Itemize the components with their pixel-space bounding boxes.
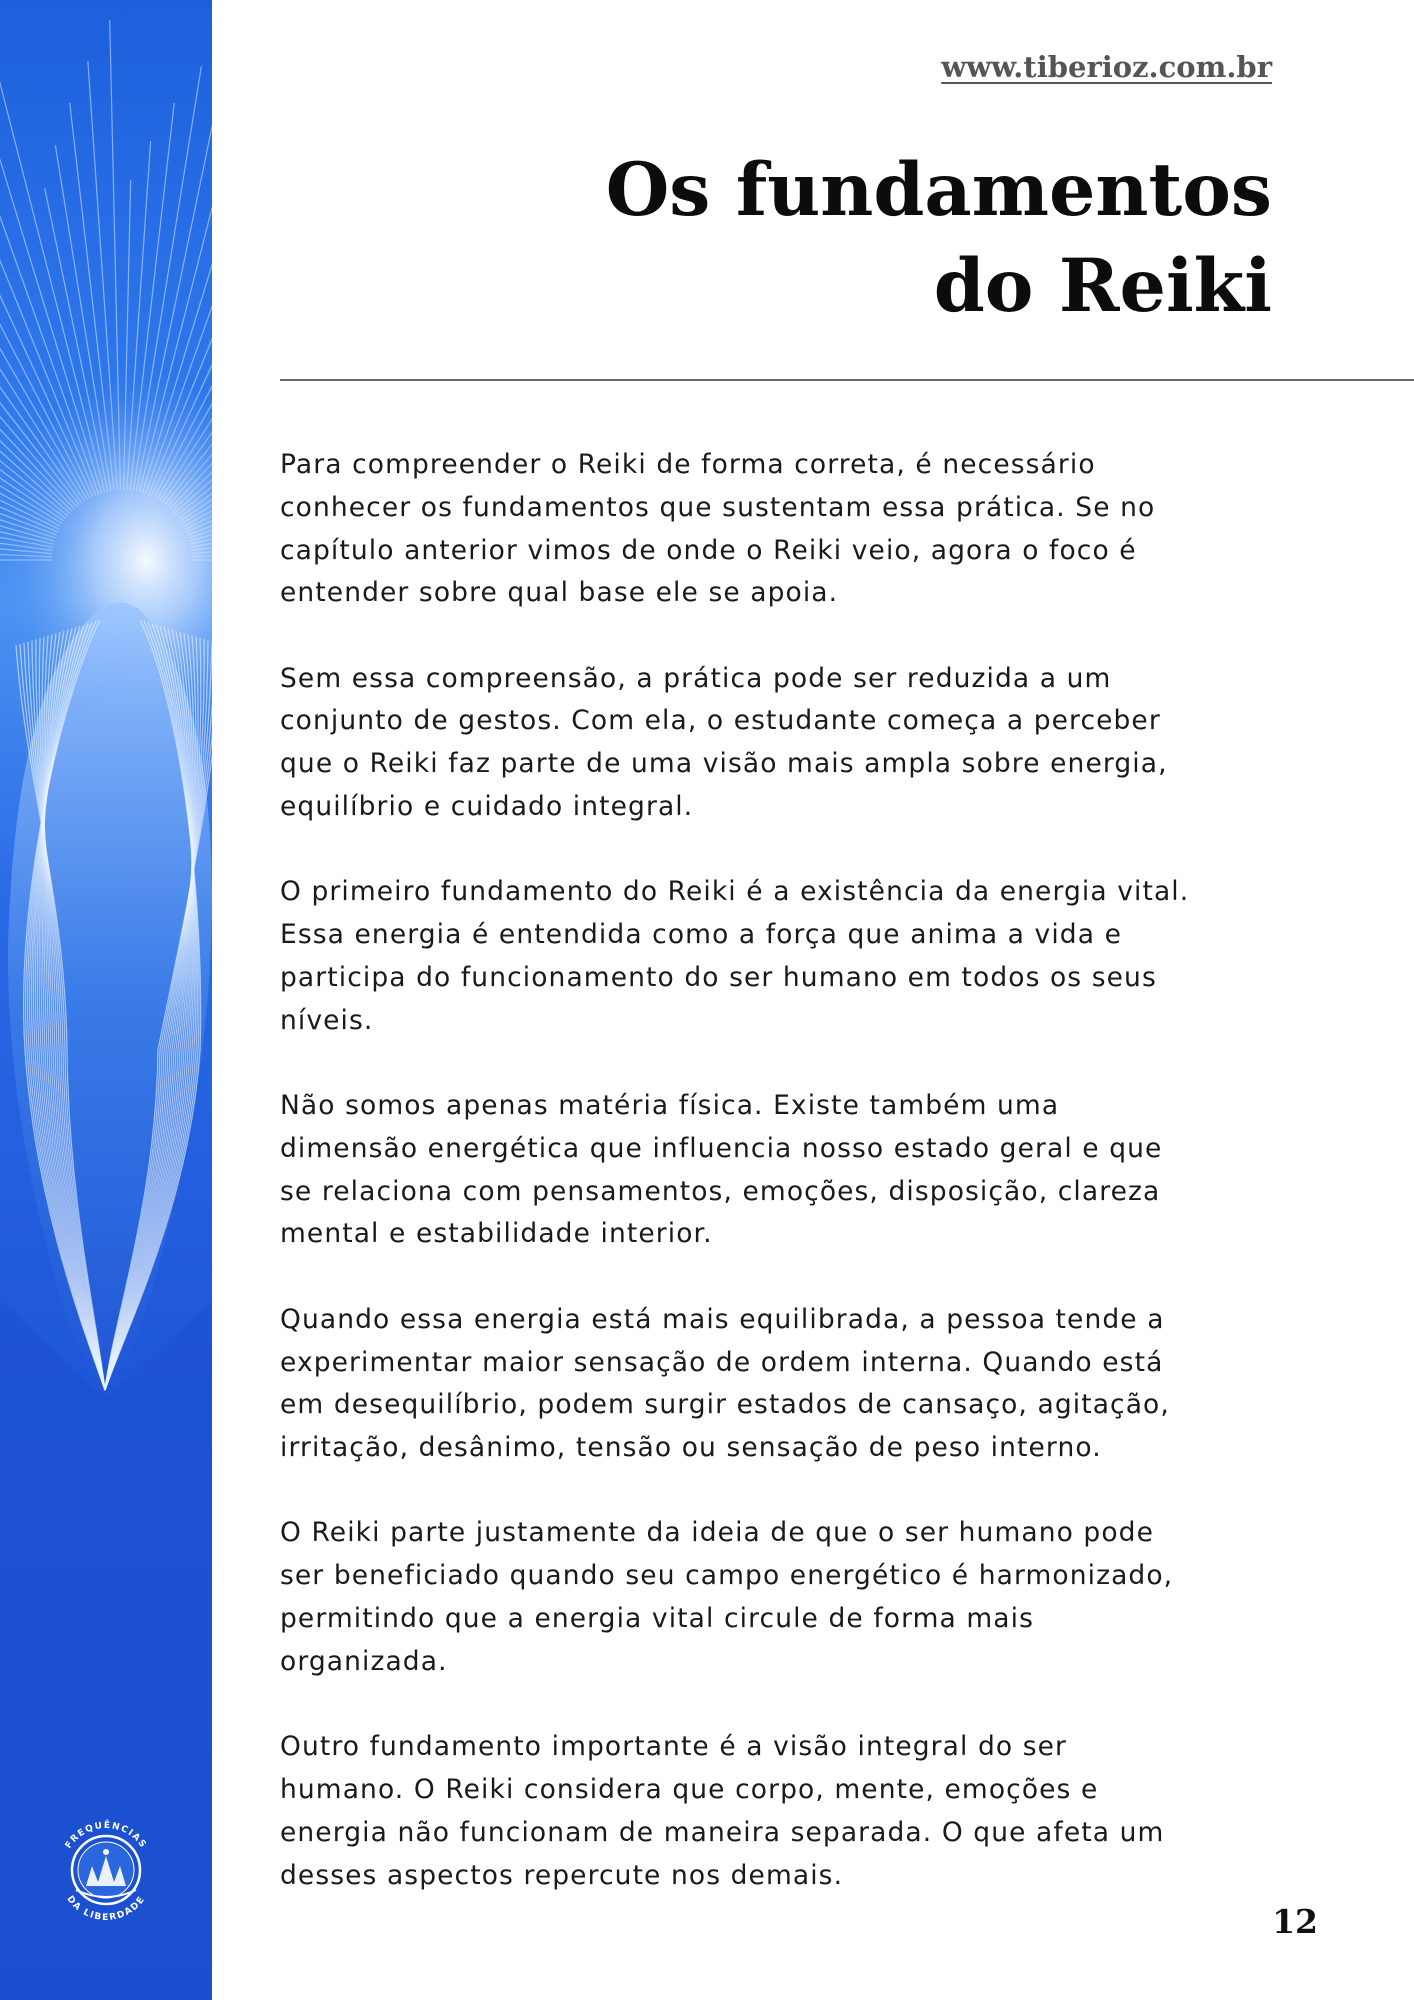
frequencias-logo <box>46 1808 166 1928</box>
paragraph-line: Quando essa energia está mais equilibrada, a pessoa tende a <box>280 1303 1165 1335</box>
paragraph-line: capítulo anterior vimos de onde o Reiki veio, agora o foco é <box>280 534 1137 566</box>
paragraph-line: Outro fundamento importante é a visão integral do ser <box>280 1731 1068 1763</box>
website-link[interactable]: www.tiberioz.com.br <box>941 50 1272 84</box>
paragraph-line: organizada. <box>280 1645 448 1677</box>
logo-text-top: FREQUÊNCIAS <box>63 1820 149 1851</box>
body-paragraph <box>280 658 1280 829</box>
paragraph-line: O primeiro fundamento do Reiki é a existência da energia vital. <box>280 876 1190 908</box>
paragraph-line: entender sobre qual base ele se apoia. <box>280 577 839 609</box>
page-number: 12 <box>1272 1902 1318 1941</box>
body-paragraph <box>280 871 1280 1042</box>
paragraph-line: que o Reiki faz parte de uma visão mais ampla sobre energia, <box>280 748 1168 780</box>
body-paragraph <box>280 1299 1280 1470</box>
paragraph-line: Não somos apenas matéria física. Existe também uma <box>280 1090 1060 1122</box>
body-paragraph <box>280 444 1280 615</box>
body-paragraph <box>280 1085 1280 1256</box>
title-line: do Reiki <box>933 243 1272 329</box>
body-paragraph <box>280 1512 1280 1683</box>
paragraph-line: Para compreender o Reiki de forma correta, é necessário <box>280 449 1096 480</box>
paragraph-line: energia não funcionam de maneira separada. O que afeta um <box>280 1816 1165 1848</box>
sidebar-artwork <box>0 0 212 2000</box>
paragraph-line: se relaciona com pensamentos, emoções, disposição, clareza <box>280 1175 1161 1207</box>
paragraph-line: participa do funcionamento do ser humano em todos os seus <box>280 961 1157 993</box>
paragraph-line: mental e estabilidade interior. <box>280 1218 713 1250</box>
paragraph-line: Sem essa compreensão, a prática pode ser reduzida a um <box>280 662 1112 694</box>
paragraph-line: permitindo que a energia vital circule de forma mais <box>280 1603 1035 1635</box>
body-text <box>280 444 1280 1940</box>
paragraph-line: equilíbrio e cuidado integral. <box>280 791 694 823</box>
praying-hands-illustration <box>0 0 212 2000</box>
paragraph-line: O Reiki parte justamente da ideia de que o ser humano pode <box>280 1517 1154 1549</box>
paragraph-line: níveis. <box>280 1004 374 1036</box>
svg-text:DA LIBERDADE <box>64 1894 147 1923</box>
paragraph-line: conhecer os fundamentos que sustentam essa prática. Se no <box>280 491 1156 523</box>
paragraph-line: Essa energia é entendida como a força que anima a vida e <box>280 919 1122 951</box>
paragraph-line: humano. O Reiki considera que corpo, mente, emoções e <box>280 1773 1099 1805</box>
paragraph-line: irritação, desânimo, tensão ou sensação de peso interno. <box>280 1432 1102 1464</box>
paragraph-line: dimensão energética que influencia nosso estado geral e que <box>280 1132 1163 1164</box>
paragraph-line: conjunto de gestos. Com ela, o estudante começa a perceber <box>280 705 1161 737</box>
title-divider <box>280 379 1414 381</box>
title-line: Os fundamentos <box>605 147 1272 233</box>
paragraph-line: experimentar maior sensação de ordem interna. Quando está <box>280 1346 1164 1378</box>
page-title <box>372 142 1272 334</box>
paragraph-line: desses aspectos repercute nos demais. <box>280 1859 844 1891</box>
body-paragraph <box>280 1726 1280 1897</box>
paragraph-line: ser beneficiado quando seu campo energético é harmonizado, <box>280 1560 1174 1592</box>
paragraph-line: em desequilíbrio, podem surgir estados de cansaço, agitação, <box>280 1389 1170 1421</box>
logo-text-bottom: DA LIBERDADE <box>64 1894 148 1923</box>
